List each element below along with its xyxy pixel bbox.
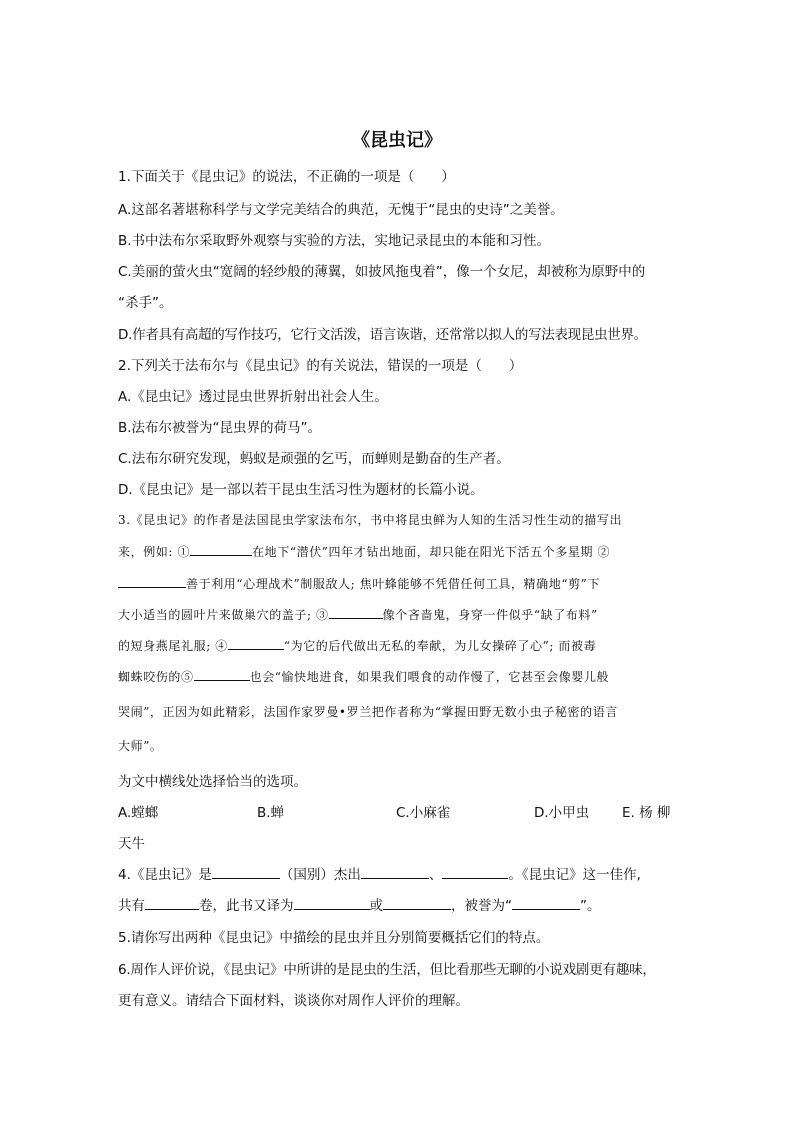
q3-text: 来，例如: ① — [118, 545, 191, 559]
q3-text: 像个吝啬鬼，身穿一件似乎“缺了布料” — [382, 608, 598, 622]
q1-stem: 1.下面关于《昆虫记》的说法，不正确的一项是（ ） — [118, 169, 455, 185]
answer-blank-alt-title-2[interactable] — [383, 897, 451, 910]
q3-option-b: B.蝉 — [257, 805, 285, 821]
q4-text: ”。 — [580, 898, 601, 914]
q4-text: 4.《昆虫记》是 — [118, 867, 212, 883]
q3-option-c: C.小麻雀 — [396, 805, 451, 821]
q3-line-3 — [118, 575, 678, 592]
q4-line-1 — [118, 863, 678, 883]
answer-blank-1[interactable] — [190, 543, 252, 556]
q3-text: 大小适当的圆叶片来做巢穴的盖子; ③ — [118, 608, 329, 622]
q3-text: “为它的后代做出无私的奉献，为儿女操碎了心”; 而被毒 — [283, 639, 597, 653]
answer-blank-profession-1[interactable] — [361, 866, 429, 879]
q3-option-d: D.小甲虫 — [534, 805, 590, 821]
q3-line-4 — [118, 606, 678, 623]
q3-line-6 — [118, 668, 678, 685]
q6-line-2: 更有意义。请结合下面材料，谈谈你对周作人评价的理解。 — [118, 993, 469, 1009]
q4-line-2 — [118, 894, 678, 914]
q1-option-c-cont: “杀手”。 — [118, 295, 173, 311]
q2-stem: 2.下列关于法布尔与《昆虫记》的有关说法，错误的一项是（ ） — [118, 358, 523, 374]
q4-text: 或 — [369, 898, 383, 914]
q3-line-2 — [118, 543, 678, 560]
q4-text: ，被誉为“ — [451, 898, 512, 914]
answer-blank-4[interactable] — [228, 637, 284, 650]
q4-text: 共有 — [118, 898, 145, 914]
q4-text: 。《昆虫记》这一佳作, — [508, 867, 641, 883]
q3-text: 的短身燕尾礼服; ④ — [118, 639, 228, 653]
q4-text: （国别）杰出 — [279, 867, 361, 883]
answer-blank-3[interactable] — [329, 606, 383, 619]
q3-option-e-cont: 天牛 — [118, 836, 145, 852]
q2-option-a: A.《昆虫记》透过昆虫世界折射出社会人生。 — [118, 389, 388, 405]
answer-blank-profession-2[interactable] — [442, 866, 508, 879]
q4-text: 卷，此书又译为 — [199, 898, 294, 914]
q3-option-a: A.螳螂 — [118, 805, 159, 821]
answer-blank-5[interactable] — [194, 668, 250, 681]
answer-blank-country[interactable] — [212, 866, 280, 879]
q3-text: 善于利用“心理战术”制服敌人; 焦叶蜂能够不凭借任何工具，精确地“剪”下 — [186, 577, 600, 591]
q1-option-b: B.书中法布尔采取野外观察与实验的方法，实地记录昆虫的本能和习性。 — [118, 233, 551, 249]
q5-stem: 5.请你写出两种《昆虫记》中描绘的昆虫并且分别简要概括它们的特点。 — [118, 930, 550, 946]
q3-option-e: E. 杨 柳 — [622, 805, 671, 821]
q3-text: 蜘蛛咬伤的⑤ — [118, 670, 194, 684]
q3-line-1: 3.《昆虫记》的作者是法国昆虫学家法布尔，书中将昆虫鲜为人知的生活习性生动的描写出 — [118, 513, 623, 527]
q1-option-d: D.作者具有高超的写作技巧，它行文活泼，语言诙谐，还常常以拟人的写法表现昆虫世界。 — [118, 327, 647, 343]
answer-blank-2[interactable] — [118, 575, 186, 588]
q4-text: 、 — [428, 867, 443, 883]
answer-blank-praise[interactable] — [512, 897, 580, 910]
q3-text: 在地下“潜伏”四年才钻出地面，却只能在阳光下活五个多星期 ② — [252, 545, 611, 559]
page-title: 《昆虫记》 — [352, 130, 442, 151]
answer-blank-alt-title-1[interactable] — [294, 897, 370, 910]
answer-blank-volumes[interactable] — [145, 897, 199, 910]
q3-line-5 — [118, 637, 678, 654]
q2-option-d: D.《昆虫记》是一部以若干昆虫生活习性为题材的长篇小说。 — [118, 482, 484, 498]
q2-option-b: B.法布尔被誉为“昆虫界的荷马”。 — [118, 420, 322, 436]
q6-line-1: 6.周作人评价说，《昆虫记》中所讲的是昆虫的生活，但比看那些无聊的小说戏剧更有趣味， — [118, 962, 656, 978]
q1-option-c: C.美丽的萤火虫“宽阔的轻纱般的薄翼，如披风拖曳着”，像一个女尼，却被称为原野中的 — [118, 264, 646, 280]
q2-option-c: C.法布尔研究发现，蚂蚁是顽强的乞丐，而蝉则是勤奋的生产者。 — [118, 451, 510, 467]
q1-option-a: A.这部名著堪称科学与文学完美结合的典范，无愧于“昆虫的史诗”之美誉。 — [118, 202, 564, 218]
q3-instruction: 为文中横线处选择恰当的选项。 — [118, 774, 307, 790]
q3-line-7: 哭闹”，正因为如此精彩，法国作家罗曼•罗兰把作者称为“掌握田野无数小虫子秘密的语言 — [118, 705, 618, 719]
q3-text: 也会“愉快地进食，如果我们喂食的动作慢了，它甚至会像婴儿般 — [249, 670, 610, 684]
q3-line-8: 大师”。 — [118, 739, 163, 753]
